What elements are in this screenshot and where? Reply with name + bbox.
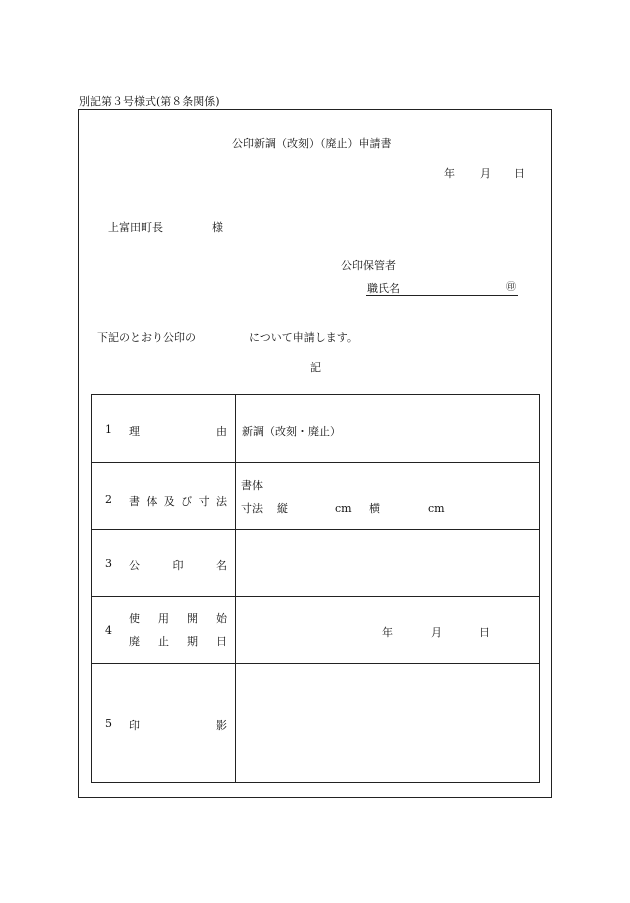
label-char: 止 <box>158 635 169 648</box>
form-number: 別記第３号様式(第８条関係) <box>79 95 220 108</box>
label-char: 影 <box>216 719 227 732</box>
date-month: 月 <box>431 626 442 639</box>
label-char: 始 <box>216 612 227 625</box>
label-char: 名 <box>216 559 227 572</box>
label-char: 由 <box>216 425 227 438</box>
date-day: 日 <box>479 626 490 639</box>
row-date <box>431 624 442 640</box>
request-suffix: について申請します。 <box>249 331 358 344</box>
label-char: 日 <box>216 635 227 648</box>
row-divider <box>92 529 539 530</box>
label-char: 書 <box>129 495 140 508</box>
size-width-label: 横 <box>369 502 380 515</box>
seal-mark: ㊞ <box>506 282 516 293</box>
font-label: 書体 <box>241 479 263 492</box>
detail-table <box>91 394 540 783</box>
label-char: 使 <box>129 612 140 625</box>
label-char: 用 <box>158 612 169 625</box>
row-label-line1 <box>129 613 227 624</box>
date-year: 年 <box>444 167 455 180</box>
label-char: 期 <box>187 635 198 648</box>
label-char: び <box>181 495 193 508</box>
applicant-role: 公印保管者 <box>341 259 396 272</box>
row-date <box>479 624 490 640</box>
size-width-unit: cm <box>428 502 445 515</box>
row-number: 1 <box>105 423 112 436</box>
size-height-unit: cm <box>335 502 352 515</box>
row-label-line2 <box>129 636 227 647</box>
label-char: 体 <box>146 495 158 508</box>
size-height-label: 縦 <box>277 502 288 515</box>
label-char: 開 <box>187 612 198 625</box>
label-char: 廃 <box>129 635 140 648</box>
label-char: 印 <box>172 559 184 572</box>
label-char: 公 <box>129 559 140 572</box>
date-day: 日 <box>514 167 525 180</box>
row-number: 3 <box>105 557 112 570</box>
date-year: 年 <box>382 626 393 639</box>
row-number: 4 <box>105 624 112 637</box>
column-divider <box>235 395 236 782</box>
row-divider <box>92 462 539 463</box>
row-date <box>382 624 393 640</box>
reason-value: 新調（改刻・廃止） <box>242 425 341 438</box>
request-prefix: 下記のとおり公印の <box>97 331 196 344</box>
row-label <box>129 493 227 509</box>
row-number: 5 <box>105 717 112 730</box>
date-month: 月 <box>480 167 491 180</box>
label-char: 法 <box>215 495 227 508</box>
row-number: 2 <box>105 493 112 506</box>
row-label <box>129 717 227 733</box>
name-underline <box>366 295 518 296</box>
ki-heading: 記 <box>310 361 321 374</box>
size-label: 寸法 <box>241 502 263 515</box>
position-name-label: 職氏名 <box>367 282 400 295</box>
addressee-name: 上富田町長 <box>108 221 163 234</box>
addressee-honorific: 様 <box>212 221 223 234</box>
form-title: 公印新調（改刻）（廃止）申請書 <box>232 137 392 150</box>
row-label <box>129 557 227 573</box>
label-char: 理 <box>129 425 140 438</box>
row-divider <box>92 596 539 597</box>
label-char: 及 <box>163 495 175 508</box>
row-label <box>129 423 227 439</box>
row-divider <box>92 663 539 664</box>
label-char: 印 <box>129 719 140 732</box>
label-char: 寸 <box>198 495 210 508</box>
